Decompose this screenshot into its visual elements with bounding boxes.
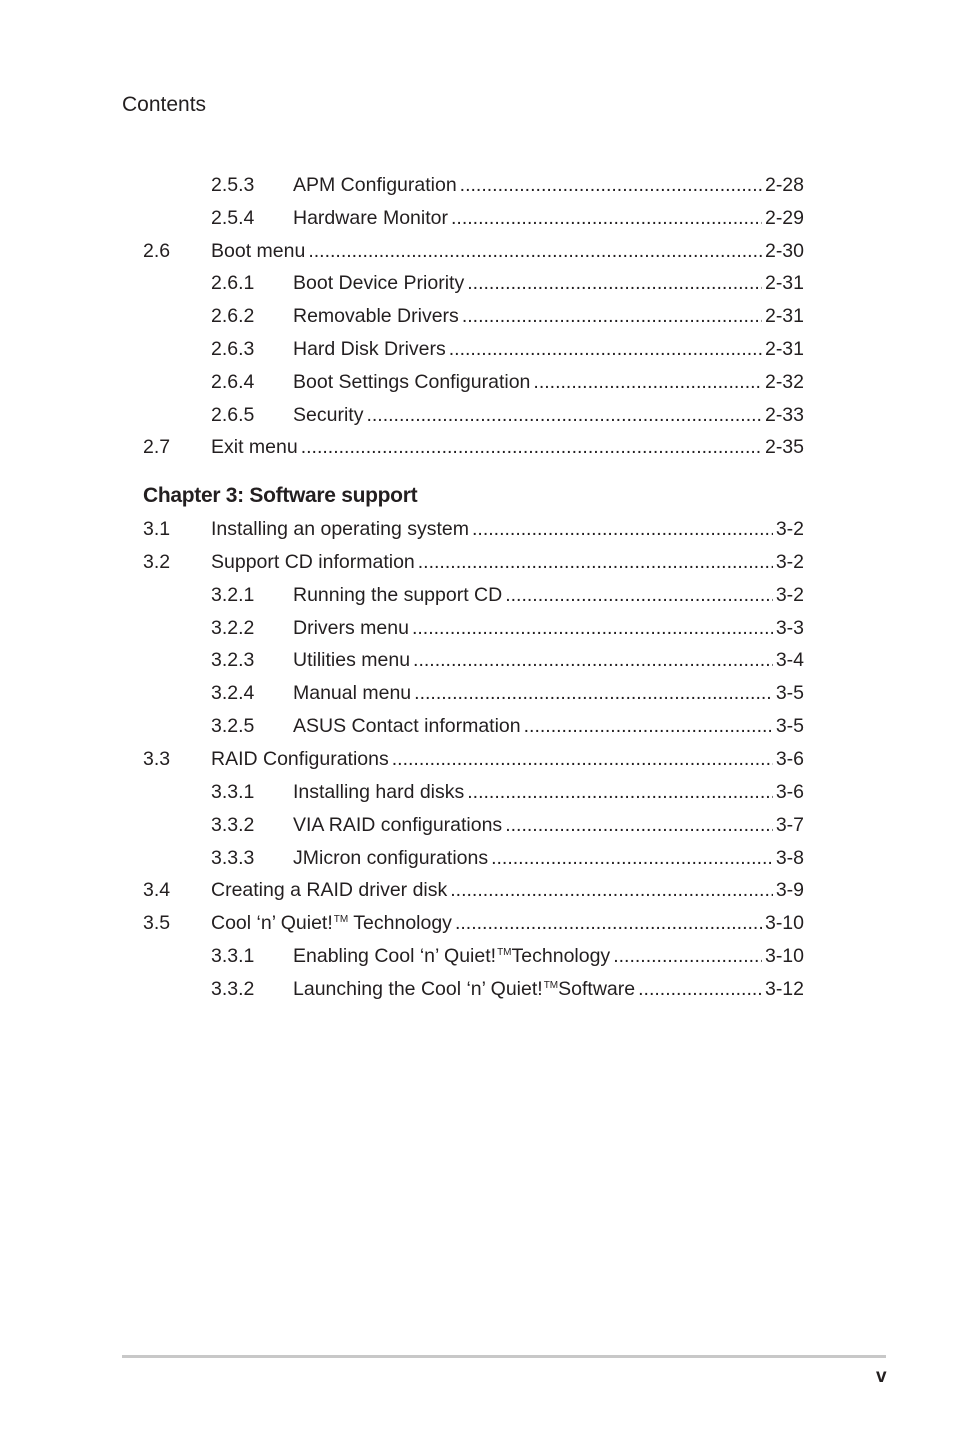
toc-entry-title: Hard Disk Drivers xyxy=(293,338,446,360)
toc-entry xyxy=(0,945,954,973)
toc-entry-page: 3-10 xyxy=(764,945,804,968)
toc-entry-title: Cool ‘n’ Quiet!™ Technology xyxy=(211,912,452,935)
toc-entry-page: 3-6 xyxy=(775,747,804,770)
toc-entry-title: Boot menu xyxy=(211,239,306,262)
toc-entry-page: 2-31 xyxy=(764,305,804,328)
toc-entry-page: 2-35 xyxy=(764,436,804,459)
toc-entry-page: 2-32 xyxy=(764,370,804,393)
toc-entry-title: Launching the Cool ‘n’ Quiet!™Software xyxy=(293,977,636,1000)
toc-entry-title: Manual menu xyxy=(293,682,412,705)
toc-entry xyxy=(0,715,954,743)
toc-entry-title: Utilities menu xyxy=(293,649,411,672)
toc-entry-number: 3.2.3 xyxy=(211,649,255,672)
toc-entry xyxy=(0,748,954,776)
toc-entry xyxy=(0,978,954,1006)
toc-leader-dots xyxy=(472,518,773,541)
toc-entry-title: Running the support CD xyxy=(293,583,503,606)
trademark-mark: TM xyxy=(333,914,349,926)
chapter-heading: Chapter 3: Software support xyxy=(143,484,418,507)
toc-entry-number: 3.2 xyxy=(143,550,171,573)
toc-entry-title: Creating a RAID driver disk xyxy=(211,879,448,902)
toc-entry-number: 2.6.1 xyxy=(211,272,255,295)
toc-entry xyxy=(0,305,954,333)
toc-entry-page: 3-9 xyxy=(775,879,804,902)
toc-entry-title: Enabling Cool ‘n’ Quiet!™Technology xyxy=(293,945,611,968)
toc-entry xyxy=(0,682,954,710)
toc-entry-number: 2.6.4 xyxy=(211,370,255,393)
toc-entry-title: Hardware Monitor xyxy=(293,206,448,229)
toc-leader-dots xyxy=(462,305,762,328)
toc-entry-page: 3-12 xyxy=(764,977,804,1000)
toc-entry-number: 3.1 xyxy=(143,518,171,540)
toc-entry-page: 3-10 xyxy=(764,912,804,935)
toc-entry-title: VIA RAID configurations xyxy=(293,813,503,836)
toc-entry-page: 3-6 xyxy=(775,780,804,803)
toc-entry-number: 3.5 xyxy=(143,912,171,935)
toc-entry-title: Security xyxy=(293,403,364,426)
toc-entry xyxy=(0,617,954,645)
toc-entry xyxy=(0,847,954,875)
toc-entry-page: 3-5 xyxy=(775,682,804,705)
toc-entry-title: Support CD information xyxy=(211,550,415,573)
toc-entry-number: 3.3.2 xyxy=(211,977,255,1000)
toc-entry-title: RAID Configurations xyxy=(211,747,389,770)
toc-leader-dots xyxy=(412,617,773,640)
toc-entry-page: 2-30 xyxy=(764,239,804,262)
trademark-mark: TM xyxy=(543,979,559,991)
toc-entry xyxy=(0,207,954,235)
toc-leader-dots xyxy=(524,715,773,738)
toc-entry-title: ASUS Contact information xyxy=(293,715,521,738)
toc-entry xyxy=(0,518,954,546)
toc-leader-dots xyxy=(414,682,773,705)
toc-leader-dots xyxy=(366,404,762,427)
toc-leader-dots xyxy=(449,338,762,361)
toc-leader-dots xyxy=(392,748,773,771)
toc-leader-dots xyxy=(451,207,762,230)
toc-leader-dots xyxy=(467,272,762,295)
toc-entry-number: 2.5.4 xyxy=(211,206,255,229)
toc-entry xyxy=(0,879,954,907)
toc-entry xyxy=(0,338,954,366)
toc-entry xyxy=(0,371,954,399)
toc-entry-page: 2-28 xyxy=(764,174,804,196)
toc-entry-page: 3-7 xyxy=(775,813,804,836)
toc-entry-page: 3-2 xyxy=(775,550,804,573)
toc-entry-page: 2-31 xyxy=(764,272,804,295)
page-number: v xyxy=(876,1366,887,1387)
toc-entry-title: Installing hard disks xyxy=(293,780,465,803)
toc-entry xyxy=(0,240,954,268)
toc-entry-title: Removable Drivers xyxy=(293,305,459,328)
toc-entry-number: 2.7 xyxy=(143,436,171,459)
toc-leader-dots xyxy=(505,814,773,837)
toc-entry-page: 3-2 xyxy=(775,518,804,540)
toc-entry xyxy=(0,404,954,432)
toc-entry-number: 2.6.3 xyxy=(211,338,255,360)
toc-entry-title: JMicron configurations xyxy=(293,846,489,869)
toc-entry-number: 3.2.4 xyxy=(211,682,255,705)
toc-entry xyxy=(0,814,954,842)
toc-entry xyxy=(0,272,954,300)
toc-leader-dots xyxy=(413,649,773,672)
toc-entry-number: 3.2.2 xyxy=(211,616,255,639)
toc-entry-page: 3-8 xyxy=(775,846,804,869)
toc-entry-title: Drivers menu xyxy=(293,616,409,639)
toc-leader-dots xyxy=(460,174,762,197)
toc-entry-page: 3-5 xyxy=(775,715,804,738)
trademark-mark: TM xyxy=(497,947,512,959)
toc-entry xyxy=(0,584,954,612)
toc-entry-number: 3.3.1 xyxy=(211,945,255,968)
toc-entry xyxy=(0,781,954,809)
toc-entry-number: 3.3.3 xyxy=(211,846,255,869)
toc-entry xyxy=(0,174,954,202)
toc-entry-page: 2-29 xyxy=(764,206,804,229)
toc-leader-dots xyxy=(613,945,762,968)
footer-rule xyxy=(122,1355,886,1358)
toc-entry-number: 2.6 xyxy=(143,239,171,262)
toc-entry-number: 3.2.5 xyxy=(211,715,255,738)
toc-leader-dots xyxy=(467,781,773,804)
toc-entry-number: 3.3.1 xyxy=(211,780,255,803)
toc-entry-title: Installing an operating system xyxy=(211,518,469,540)
toc-leader-dots xyxy=(418,551,773,574)
toc-entry-page: 2-31 xyxy=(764,338,804,360)
toc-leader-dots xyxy=(308,240,762,263)
toc-entry xyxy=(0,649,954,677)
toc-entry-number: 3.4 xyxy=(143,879,171,902)
toc-leader-dots xyxy=(455,912,762,935)
toc-entry-title: Boot Settings Configuration xyxy=(293,370,531,393)
toc-entry xyxy=(0,436,954,464)
toc-leader-dots xyxy=(505,584,773,607)
toc-entry-page: 3-4 xyxy=(775,649,804,672)
toc-leader-dots xyxy=(491,847,773,870)
toc-entry-title: Exit menu xyxy=(211,436,298,459)
toc-leader-dots xyxy=(638,978,762,1001)
toc-entry-number: 3.3.2 xyxy=(211,813,255,836)
toc-entry-number: 2.6.2 xyxy=(211,305,255,328)
toc-entry-title: APM Configuration xyxy=(293,174,457,196)
toc-entry-number: 2.6.5 xyxy=(211,403,255,426)
toc-entry xyxy=(0,912,954,940)
toc-entry-number: 3.2.1 xyxy=(211,583,255,606)
toc-entry-page: 3-3 xyxy=(775,616,804,639)
toc-entry-number: 2.5.3 xyxy=(211,174,255,196)
running-header: Contents xyxy=(122,93,207,116)
toc-leader-dots xyxy=(450,879,773,902)
toc-entry-number: 3.3 xyxy=(143,747,171,770)
toc-leader-dots xyxy=(533,371,762,394)
toc-entry-page: 2-33 xyxy=(764,403,804,426)
toc-entry-page: 3-2 xyxy=(775,583,804,606)
toc-entry xyxy=(0,551,954,579)
toc-leader-dots xyxy=(301,436,762,459)
toc-entry-title: Boot Device Priority xyxy=(293,272,465,295)
